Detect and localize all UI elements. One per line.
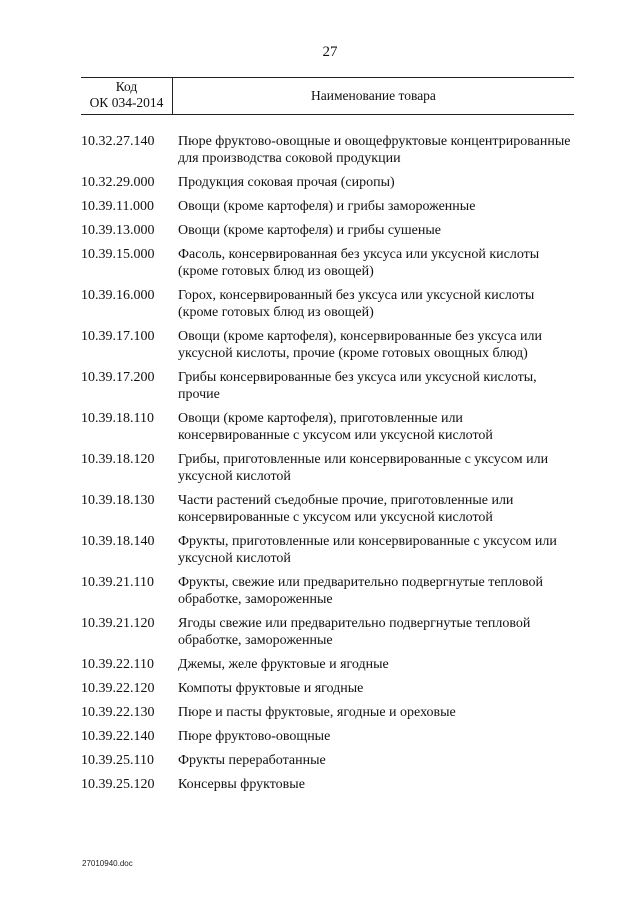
header-classifier-label: ОК 034-2014 xyxy=(89,95,164,110)
table-row xyxy=(81,728,581,745)
page-number: 27 xyxy=(322,44,338,60)
product-name: Фрукты, приготовленные или консервированные с уксусом или уксусной кислотой xyxy=(178,534,557,566)
table-row xyxy=(81,615,581,649)
header-bottom-rule xyxy=(81,114,574,115)
table-row xyxy=(81,198,581,215)
product-code: 10.39.25.120 xyxy=(81,777,155,792)
table-row xyxy=(81,533,581,567)
table-row xyxy=(81,776,581,793)
product-name: Овощи (кроме картофеля) и грибы замороженные xyxy=(178,199,476,214)
table-row xyxy=(81,410,581,444)
product-name: Ягоды свежие или предварительно подвергнутые тепловой обработке, замороженные xyxy=(178,616,531,648)
table-row xyxy=(81,287,581,321)
product-code: 10.39.21.110 xyxy=(81,575,154,590)
table-row xyxy=(81,133,581,167)
table-row xyxy=(81,680,581,697)
footer-file-name: 27010940.doc xyxy=(82,859,133,868)
product-code: 10.39.21.120 xyxy=(81,616,155,631)
product-name: Джемы, желе фруктовые и ягодные xyxy=(178,657,389,672)
product-name: Части растений съедобные прочие, приготовленные или консервированные с уксусом или уксусной кислотой xyxy=(178,493,514,525)
table-row xyxy=(81,704,581,721)
product-code: 10.39.18.120 xyxy=(81,452,155,467)
product-code: 10.39.18.140 xyxy=(81,534,155,549)
product-code: 10.39.22.140 xyxy=(81,729,155,744)
product-code: 10.39.15.000 xyxy=(81,247,155,262)
product-code: 10.39.18.110 xyxy=(81,411,154,426)
product-name: Продукция соковая прочая (сиропы) xyxy=(178,175,395,190)
header-code-cell xyxy=(81,79,172,111)
table-row xyxy=(81,656,581,673)
product-name: Фасоль, консервированная без уксуса или уксусной кислоты (кроме готовых блюд из овощей) xyxy=(178,247,540,279)
product-name: Фрукты переработанные xyxy=(178,753,326,768)
product-name: Овощи (кроме картофеля) и грибы сушеные xyxy=(178,223,441,238)
table-row xyxy=(81,222,581,239)
product-code: 10.39.22.120 xyxy=(81,681,155,696)
product-name: Овощи (кроме картофеля), консервированные без уксуса или уксусной кислоты, прочие (кроме готовых овощных блюд) xyxy=(178,329,543,361)
product-code: 10.39.16.000 xyxy=(81,288,155,303)
product-name: Консервы фруктовые xyxy=(178,777,305,792)
product-name: Пюре фруктово-овощные xyxy=(178,729,331,744)
product-name: Компоты фруктовые и ягодные xyxy=(178,681,364,696)
header-code-label: Код xyxy=(115,79,138,94)
table-row xyxy=(81,369,581,403)
product-code: 10.32.27.140 xyxy=(81,134,155,149)
product-code: 10.32.29.000 xyxy=(81,175,155,190)
table-row xyxy=(81,246,581,280)
table-row xyxy=(81,752,581,769)
product-name: Горох, консервированный без уксуса или уксусной кислоты (кроме готовых блюд из овощей) xyxy=(178,288,535,320)
product-code: 10.39.13.000 xyxy=(81,223,155,238)
product-name: Грибы, приготовленные или консервированные с уксусом или уксусной кислотой xyxy=(178,452,549,484)
product-code: 10.39.22.110 xyxy=(81,657,154,672)
header-top-rule xyxy=(81,77,574,78)
table-row xyxy=(81,492,581,526)
table-body xyxy=(81,133,581,800)
table-header xyxy=(81,77,574,115)
table-row xyxy=(81,328,581,362)
product-name: Фрукты, свежие или предварительно подвергнутые тепловой обработке, замороженные xyxy=(178,575,544,607)
table-row xyxy=(81,451,581,485)
product-code: 10.39.11.000 xyxy=(81,199,154,214)
header-name-label: Наименование товара xyxy=(311,88,436,103)
product-code: 10.39.25.110 xyxy=(81,753,154,768)
product-code: 10.39.17.200 xyxy=(81,370,155,385)
table-row xyxy=(81,174,581,191)
product-code: 10.39.17.100 xyxy=(81,329,155,344)
product-code: 10.39.22.130 xyxy=(81,705,155,720)
product-code: 10.39.18.130 xyxy=(81,493,155,508)
table-row xyxy=(81,574,581,608)
product-name: Пюре и пасты фруктовые, ягодные и ореховые xyxy=(178,705,456,720)
product-name: Грибы консервированные без уксуса или уксусной кислоты, прочие xyxy=(178,370,537,402)
product-name: Пюре фруктово-овощные и овощефруктовые концентрированные для производства соковой продукции xyxy=(178,134,571,166)
product-name: Овощи (кроме картофеля), приготовленные или консервированные с уксусом или уксусной кислотой xyxy=(178,411,493,443)
